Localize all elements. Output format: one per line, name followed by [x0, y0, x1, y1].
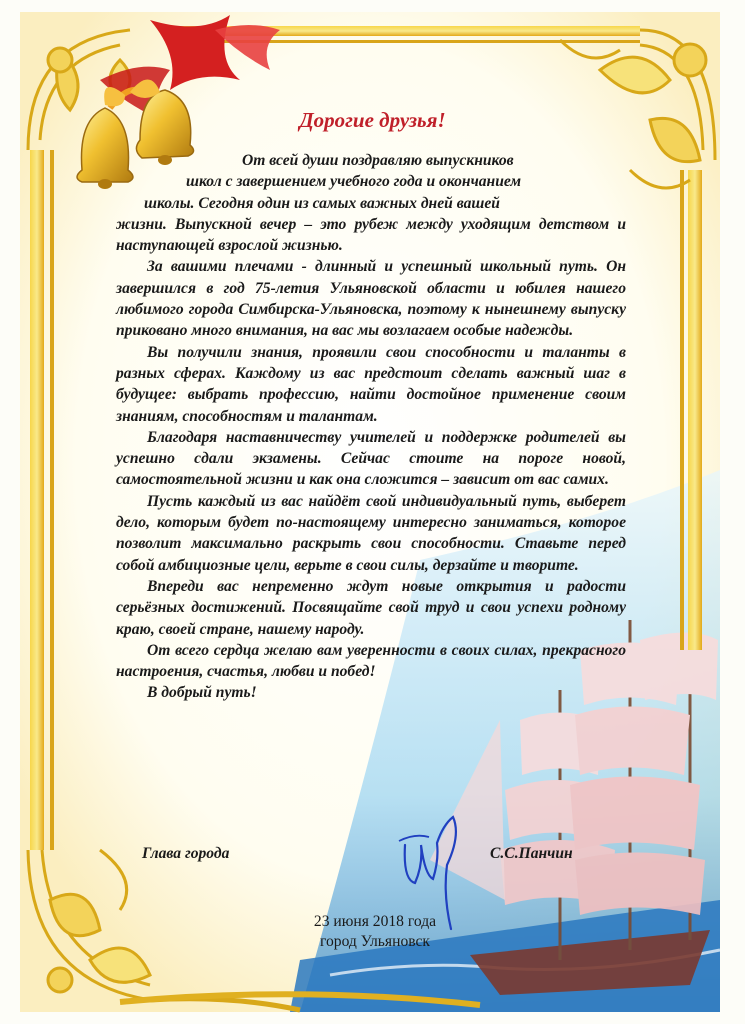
- paragraph-2: За вашими плечами - длинный и успешный школьный путь. Он завершился в год 75-летия Ульяновской области и юбилея нашего любимого города Симбирска-Ульяновска, поэтому к нынешнему выпуску приковано много внимания, на вас мы возлагаем особые надежды.: [116, 258, 626, 340]
- paragraph-6: Впереди вас непременно ждут новые открытия и радости серьёзных достижений. Посвящайте свой труд и свои успехи родному краю, своей стране, нашему народу.: [116, 577, 626, 638]
- date-place-block: [250, 912, 500, 952]
- paragraph-4: Благодаря наставничеству учителей и поддержке родителей вы успешно сдали экзамены. Сейчас стоите на пороге новой, самостоятельной жизни и как она сложится – зависит от вас самих.: [116, 428, 626, 489]
- greeting-heading: Дорогие друзья!: [299, 108, 446, 132]
- paragraph-1-rest: жизни. Выпускной вечер – это рубеж между уходящим детством и наступающей взрослой жизнью.: [116, 215, 626, 255]
- letter-place: город Ульяновск: [319, 933, 431, 950]
- paragraph-1-line-3: школы. Сегодня один из самых важных дней вашей: [144, 194, 500, 212]
- paragraph-7: От всего сердца желаю вам уверенности в своих силах, прекрасного настроения, счастья, любви и побед!: [116, 641, 626, 681]
- signer-name: С.С.Панчин: [490, 845, 573, 862]
- signer-title: Глава города: [142, 845, 230, 862]
- paragraph-1: [116, 150, 626, 256]
- letter-body: [116, 150, 626, 704]
- paragraph-3: Вы получили знания, проявили свои способности и таланты в разных сферах. Каждому из вас предстоит сделать важный шаг в будущее: выбрать профессию, найти достойное применение своим знаниям, способностям и талантам.: [116, 343, 626, 425]
- letter-date: 23 июня 2018 года: [313, 913, 437, 930]
- paragraph-8: В добрый путь!: [147, 684, 257, 702]
- paragraph-1-line-2: школ с завершением учебного года и окончанием: [186, 173, 522, 191]
- paragraph-5: Пусть каждый из вас найдёт свой индивидуальный путь, выберет дело, которым будет по-настоящему интересно заниматься, которое позволит максимально раскрыть свои способности. Ставьте перед собой амбициозные цели, верьте в свои силы, дерзайте и творите.: [116, 492, 626, 574]
- paragraph-1-line-1: От всей души поздравляю выпускников: [242, 152, 514, 169]
